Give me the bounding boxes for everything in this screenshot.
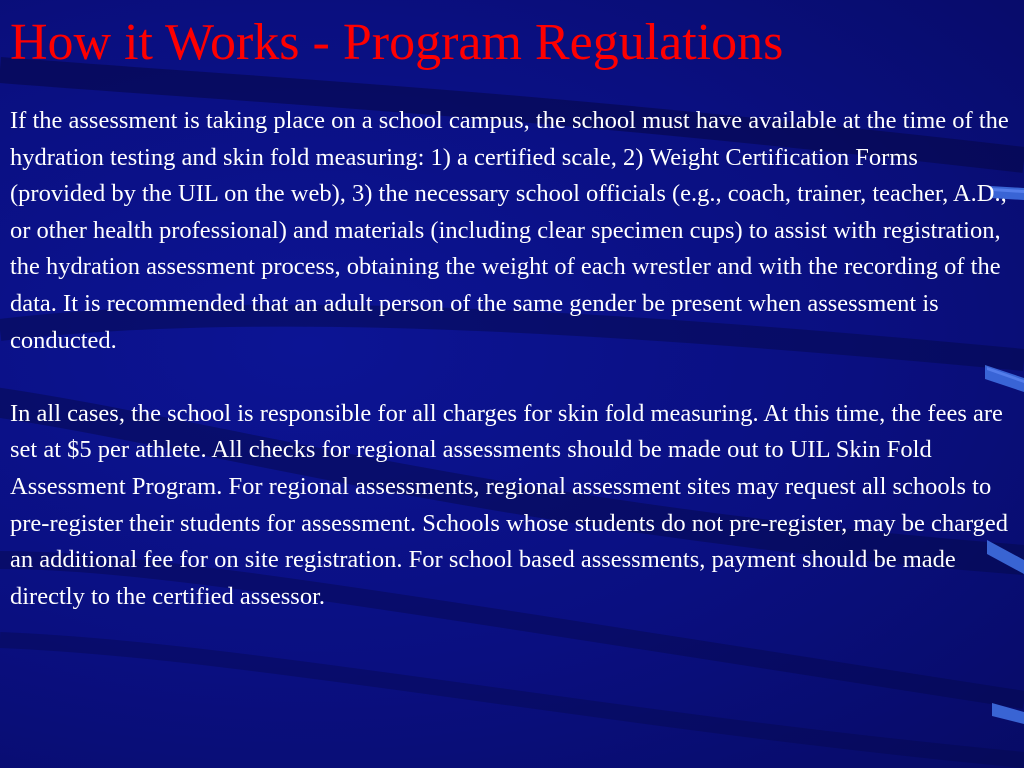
- slide-body: [10, 103, 1010, 615]
- paragraph-site-requirements: If the assessment is taking place on a school campus, the school must have available at the time of the hydration testing and skin fold measuring: 1) a certified scale, 2) Weight Certification Forms (provided by the UIL on the web), 3) the necessary school officials (e.g., coach, trainer, teacher, A.D., or other health professional) and materials (including clear specimen cups) to assist with registration, the hydration assessment process, obtaining the weight of each wrestler and with the recording of the data. It is recommended that an adult person of the same gender be present when assessment is conducted.: [10, 107, 1009, 354]
- slide-title: How it Works - Program Regulations: [10, 14, 784, 71]
- paragraph-fees: In all cases, the school is responsible for all charges for skin fold measuring. At this time, the fees are set at $5 per athlete. All checks for regional assessments should be made out to UIL Skin Fold Assessment Program. For regional assessments, regional assessment sites may request all schools to pre-register their students for assessment. Schools whose students do not pre-register, may be charged an additional fee for on site registration. For school based assessments, payment should be made directly to the certified assessor.: [10, 399, 1009, 610]
- bg-band: [0, 640, 1024, 760]
